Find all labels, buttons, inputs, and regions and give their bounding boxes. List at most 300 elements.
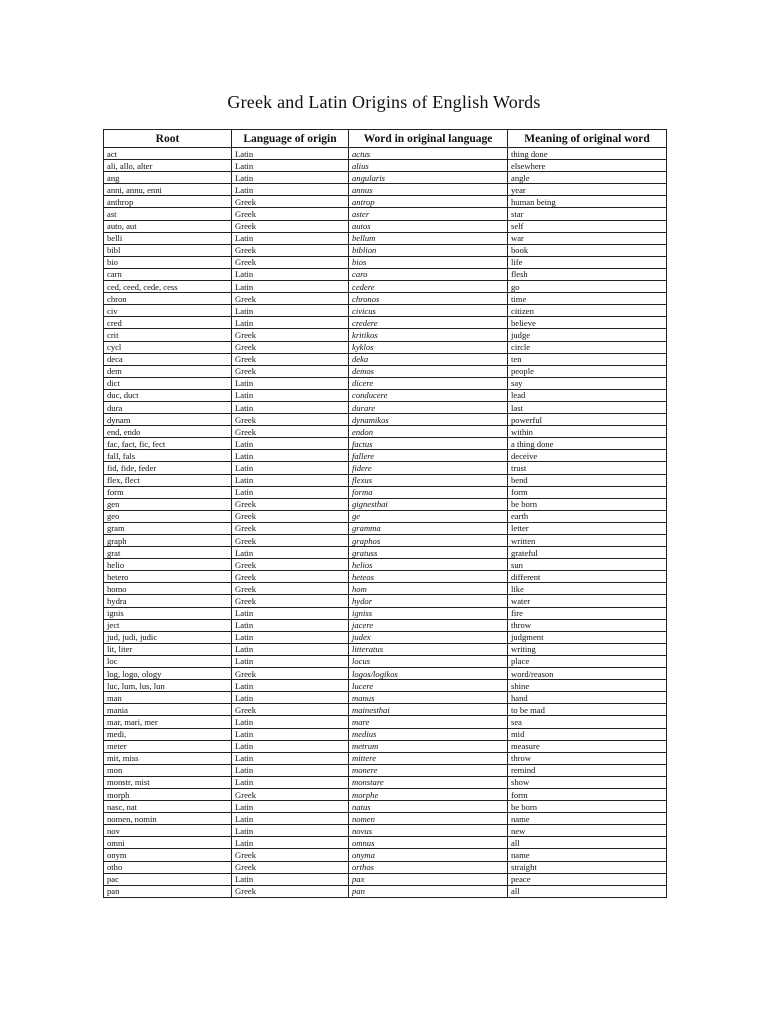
table-row <box>104 559 667 571</box>
root-cell: anthrop <box>104 196 232 208</box>
original-word-cell: dynamikos <box>349 414 508 426</box>
meaning-cell: grateful <box>508 547 667 559</box>
original-word-cell: factus <box>349 438 508 450</box>
meaning-cell: sea <box>508 716 667 728</box>
original-word-cell: manus <box>349 692 508 704</box>
meaning-cell: name <box>508 813 667 825</box>
table-row <box>104 788 667 800</box>
language-cell: Latin <box>232 148 349 160</box>
table-row <box>104 329 667 341</box>
language-cell: Latin <box>232 184 349 196</box>
root-cell: bio <box>104 256 232 268</box>
table-row <box>104 365 667 377</box>
root-cell: dynam <box>104 414 232 426</box>
table-row <box>104 498 667 510</box>
root-cell: dict <box>104 377 232 389</box>
root-cell: deca <box>104 353 232 365</box>
root-cell: lit, liter <box>104 643 232 655</box>
language-cell: Greek <box>232 498 349 510</box>
root-cell: flex, flect <box>104 474 232 486</box>
meaning-cell: deceive <box>508 450 667 462</box>
table-row <box>104 401 667 413</box>
root-cell: hydra <box>104 595 232 607</box>
meaning-cell: ten <box>508 353 667 365</box>
language-cell: Greek <box>232 704 349 716</box>
table-row <box>104 426 667 438</box>
meaning-cell: year <box>508 184 667 196</box>
original-word-cell: gignesthai <box>349 498 508 510</box>
original-word-cell: conducere <box>349 389 508 401</box>
original-word-cell: pax <box>349 873 508 885</box>
meaning-cell: angle <box>508 172 667 184</box>
original-word-cell: durare <box>349 401 508 413</box>
original-word-cell: kyklos <box>349 341 508 353</box>
meaning-cell: all <box>508 885 667 897</box>
root-cell: otho <box>104 861 232 873</box>
language-cell: Greek <box>232 329 349 341</box>
root-cell: cred <box>104 317 232 329</box>
meaning-cell: a thing done <box>508 438 667 450</box>
meaning-cell: form <box>508 486 667 498</box>
table-row <box>104 438 667 450</box>
original-word-cell: novus <box>349 825 508 837</box>
language-cell: Greek <box>232 522 349 534</box>
original-word-cell: igniss <box>349 607 508 619</box>
root-cell: luc, lum, lus, lun <box>104 680 232 692</box>
original-word-cell: fidere <box>349 462 508 474</box>
language-cell: Greek <box>232 426 349 438</box>
language-cell: Latin <box>232 680 349 692</box>
language-cell: Greek <box>232 365 349 377</box>
meaning-cell: book <box>508 244 667 256</box>
table-row <box>104 776 667 788</box>
meaning-cell: bend <box>508 474 667 486</box>
meaning-cell: writing <box>508 643 667 655</box>
original-word-cell: dicere <box>349 377 508 389</box>
meaning-cell: circle <box>508 341 667 353</box>
language-cell: Latin <box>232 547 349 559</box>
table-row <box>104 293 667 305</box>
original-word-cell: mare <box>349 716 508 728</box>
root-cell: carn <box>104 268 232 280</box>
meaning-cell: people <box>508 365 667 377</box>
table-row <box>104 704 667 716</box>
table-row <box>104 752 667 764</box>
meaning-cell: last <box>508 401 667 413</box>
meaning-cell: be born <box>508 801 667 813</box>
language-cell: Greek <box>232 414 349 426</box>
table-row <box>104 522 667 534</box>
root-cell: auto, aut <box>104 220 232 232</box>
table-row <box>104 631 667 643</box>
original-word-cell: chronos <box>349 293 508 305</box>
language-cell: Latin <box>232 655 349 667</box>
original-word-cell: mittere <box>349 752 508 764</box>
root-cell: duc, duct <box>104 389 232 401</box>
original-word-cell: alius <box>349 160 508 172</box>
original-word-cell: annus <box>349 184 508 196</box>
table-row <box>104 728 667 740</box>
table-row <box>104 148 667 160</box>
table-row <box>104 474 667 486</box>
meaning-cell: star <box>508 208 667 220</box>
meaning-cell: mid <box>508 728 667 740</box>
meaning-cell: powerful <box>508 414 667 426</box>
original-word-cell: forma <box>349 486 508 498</box>
root-cell: fall, fals <box>104 450 232 462</box>
language-cell: Latin <box>232 389 349 401</box>
root-cell: mar, mari, mer <box>104 716 232 728</box>
original-word-cell: kritikos <box>349 329 508 341</box>
language-cell: Latin <box>232 462 349 474</box>
original-word-cell: monere <box>349 764 508 776</box>
language-cell: Latin <box>232 268 349 280</box>
language-cell: Latin <box>232 801 349 813</box>
table-row <box>104 535 667 547</box>
language-cell: Greek <box>232 220 349 232</box>
language-cell: Greek <box>232 256 349 268</box>
table-row <box>104 450 667 462</box>
original-word-cell: gramma <box>349 522 508 534</box>
root-cell: loc <box>104 655 232 667</box>
table-row <box>104 232 667 244</box>
table-row <box>104 849 667 861</box>
table-row <box>104 353 667 365</box>
original-word-cell: cedere <box>349 281 508 293</box>
original-word-cell: gratuss <box>349 547 508 559</box>
meaning-cell: name <box>508 849 667 861</box>
root-cell: cycl <box>104 341 232 353</box>
meaning-cell: be born <box>508 498 667 510</box>
meaning-cell: word/reason <box>508 668 667 680</box>
original-word-cell: heteos <box>349 571 508 583</box>
meaning-cell: letter <box>508 522 667 534</box>
root-cell: jud, judi, judic <box>104 631 232 643</box>
original-word-cell: medius <box>349 728 508 740</box>
root-cell: fid, fide, feder <box>104 462 232 474</box>
original-word-cell: onyma <box>349 849 508 861</box>
original-word-cell: pan <box>349 885 508 897</box>
original-word-cell: morphe <box>349 788 508 800</box>
language-cell: Greek <box>232 668 349 680</box>
root-cell: act <box>104 148 232 160</box>
meaning-cell: shine <box>508 680 667 692</box>
table-row <box>104 825 667 837</box>
original-word-cell: metrum <box>349 740 508 752</box>
meaning-cell: time <box>508 293 667 305</box>
language-cell: Greek <box>232 849 349 861</box>
root-cell: mania <box>104 704 232 716</box>
table-body <box>104 148 667 898</box>
original-word-cell: demos <box>349 365 508 377</box>
table-row <box>104 305 667 317</box>
original-word-cell: nomen <box>349 813 508 825</box>
language-cell: Latin <box>232 607 349 619</box>
language-cell: Greek <box>232 571 349 583</box>
meaning-cell: water <box>508 595 667 607</box>
meaning-cell: sun <box>508 559 667 571</box>
root-cell: end, endo <box>104 426 232 438</box>
meaning-cell: thing done <box>508 148 667 160</box>
root-cell: gram <box>104 522 232 534</box>
root-cell: hetero <box>104 571 232 583</box>
root-cell: man <box>104 692 232 704</box>
original-word-cell: monstare <box>349 776 508 788</box>
table-row <box>104 885 667 897</box>
meaning-cell: throw <box>508 619 667 631</box>
original-word-cell: hydor <box>349 595 508 607</box>
original-word-cell: caro <box>349 268 508 280</box>
language-cell: Latin <box>232 740 349 752</box>
meaning-cell: self <box>508 220 667 232</box>
root-cell: homo <box>104 583 232 595</box>
column-header-original-word: Word in original language <box>349 130 508 148</box>
table-row <box>104 196 667 208</box>
original-word-cell: lucere <box>349 680 508 692</box>
language-cell: Latin <box>232 160 349 172</box>
table-row <box>104 668 667 680</box>
language-cell: Greek <box>232 583 349 595</box>
meaning-cell: elsewhere <box>508 160 667 172</box>
table-row <box>104 389 667 401</box>
root-cell: dem <box>104 365 232 377</box>
root-cell: log, logo, ology <box>104 668 232 680</box>
root-cell: nov <box>104 825 232 837</box>
language-cell: Latin <box>232 450 349 462</box>
language-cell: Latin <box>232 232 349 244</box>
meaning-cell: believe <box>508 317 667 329</box>
meaning-cell: new <box>508 825 667 837</box>
original-word-cell: biblion <box>349 244 508 256</box>
original-word-cell: logos/logikos <box>349 668 508 680</box>
table-row <box>104 414 667 426</box>
root-cell: ang <box>104 172 232 184</box>
root-cell: onym <box>104 849 232 861</box>
meaning-cell: say <box>508 377 667 389</box>
language-cell: Latin <box>232 172 349 184</box>
original-word-cell: ge <box>349 510 508 522</box>
header-row <box>104 130 667 148</box>
meaning-cell: judge <box>508 329 667 341</box>
language-cell: Greek <box>232 861 349 873</box>
meaning-cell: human being <box>508 196 667 208</box>
meaning-cell: go <box>508 281 667 293</box>
language-cell: Greek <box>232 595 349 607</box>
table-row <box>104 208 667 220</box>
table-row <box>104 281 667 293</box>
root-cell: gen <box>104 498 232 510</box>
original-word-cell: autos <box>349 220 508 232</box>
root-cell: grat <box>104 547 232 559</box>
language-cell: Latin <box>232 716 349 728</box>
language-cell: Latin <box>232 752 349 764</box>
root-cell: mit, miss <box>104 752 232 764</box>
root-cell: ali, allo, alter <box>104 160 232 172</box>
column-header-root: Root <box>104 130 232 148</box>
table-row <box>104 583 667 595</box>
table-row <box>104 764 667 776</box>
language-cell: Greek <box>232 196 349 208</box>
meaning-cell: throw <box>508 752 667 764</box>
meaning-cell: different <box>508 571 667 583</box>
language-cell: Latin <box>232 764 349 776</box>
language-cell: Latin <box>232 873 349 885</box>
table-row <box>104 655 667 667</box>
language-cell: Latin <box>232 813 349 825</box>
root-cell: medi, <box>104 728 232 740</box>
root-cell: anni, annu, enni <box>104 184 232 196</box>
language-cell: Greek <box>232 559 349 571</box>
original-word-cell: aster <box>349 208 508 220</box>
meaning-cell: remind <box>508 764 667 776</box>
root-cell: ignis <box>104 607 232 619</box>
root-cell: nasc, nat <box>104 801 232 813</box>
table-row <box>104 184 667 196</box>
root-cell: ced, ceed, cede, cess <box>104 281 232 293</box>
table-row <box>104 486 667 498</box>
language-cell: Greek <box>232 353 349 365</box>
column-header-language: Language of origin <box>232 130 349 148</box>
original-word-cell: orthos <box>349 861 508 873</box>
language-cell: Latin <box>232 728 349 740</box>
language-cell: Greek <box>232 885 349 897</box>
meaning-cell: judgment <box>508 631 667 643</box>
root-cell: pac <box>104 873 232 885</box>
language-cell: Latin <box>232 377 349 389</box>
table-row <box>104 160 667 172</box>
language-cell: Latin <box>232 305 349 317</box>
original-word-cell: helios <box>349 559 508 571</box>
root-cell: nomen, nomin <box>104 813 232 825</box>
original-word-cell: antrop <box>349 196 508 208</box>
original-word-cell: locus <box>349 655 508 667</box>
meaning-cell: all <box>508 837 667 849</box>
table-row <box>104 341 667 353</box>
language-cell: Latin <box>232 401 349 413</box>
original-word-cell: bios <box>349 256 508 268</box>
root-cell: mon <box>104 764 232 776</box>
table-row <box>104 377 667 389</box>
table-row <box>104 256 667 268</box>
language-cell: Greek <box>232 208 349 220</box>
table-row <box>104 510 667 522</box>
table-header <box>104 130 667 148</box>
language-cell: Greek <box>232 535 349 547</box>
root-cell: fac, fact, fic, fect <box>104 438 232 450</box>
table-row <box>104 813 667 825</box>
meaning-cell: peace <box>508 873 667 885</box>
original-word-cell: flexus <box>349 474 508 486</box>
language-cell: Latin <box>232 619 349 631</box>
meaning-cell: written <box>508 535 667 547</box>
meaning-cell: citizen <box>508 305 667 317</box>
table-row <box>104 680 667 692</box>
language-cell: Latin <box>232 438 349 450</box>
original-word-cell: credere <box>349 317 508 329</box>
language-cell: Greek <box>232 293 349 305</box>
meaning-cell: flesh <box>508 268 667 280</box>
root-cell: dura <box>104 401 232 413</box>
table-row <box>104 268 667 280</box>
meaning-cell: straight <box>508 861 667 873</box>
language-cell: Latin <box>232 486 349 498</box>
language-cell: Greek <box>232 510 349 522</box>
language-cell: Latin <box>232 474 349 486</box>
table-row <box>104 619 667 631</box>
meaning-cell: form <box>508 788 667 800</box>
original-word-cell: graphos <box>349 535 508 547</box>
root-cell: ject <box>104 619 232 631</box>
original-word-cell: bellum <box>349 232 508 244</box>
meaning-cell: like <box>508 583 667 595</box>
language-cell: Latin <box>232 692 349 704</box>
table-row <box>104 244 667 256</box>
table-row <box>104 861 667 873</box>
root-cell: graph <box>104 535 232 547</box>
root-cell: crit <box>104 329 232 341</box>
language-cell: Greek <box>232 341 349 353</box>
original-word-cell: judex <box>349 631 508 643</box>
table-row <box>104 220 667 232</box>
page-title: Greek and Latin Origins of English Words <box>227 92 541 112</box>
root-cell: morph <box>104 788 232 800</box>
root-cell: monstr, mist <box>104 776 232 788</box>
table-row <box>104 801 667 813</box>
table-row <box>104 547 667 559</box>
root-cell: meter <box>104 740 232 752</box>
meaning-cell: war <box>508 232 667 244</box>
table-row <box>104 172 667 184</box>
root-cell: bibl <box>104 244 232 256</box>
original-word-cell: natus <box>349 801 508 813</box>
table-row <box>104 873 667 885</box>
language-cell: Latin <box>232 776 349 788</box>
original-word-cell: angularis <box>349 172 508 184</box>
table-row <box>104 595 667 607</box>
original-word-cell: fallere <box>349 450 508 462</box>
table-row <box>104 317 667 329</box>
meaning-cell: trust <box>508 462 667 474</box>
original-word-cell: deka <box>349 353 508 365</box>
original-word-cell: hom <box>349 583 508 595</box>
language-cell: Latin <box>232 837 349 849</box>
root-cell: belli <box>104 232 232 244</box>
table-row <box>104 740 667 752</box>
meaning-cell: earth <box>508 510 667 522</box>
word-origins-table <box>103 129 667 898</box>
original-word-cell: actus <box>349 148 508 160</box>
table-row <box>104 837 667 849</box>
language-cell: Latin <box>232 281 349 293</box>
table-row <box>104 643 667 655</box>
original-word-cell: jacere <box>349 619 508 631</box>
meaning-cell: life <box>508 256 667 268</box>
root-cell: chron <box>104 293 232 305</box>
column-header-meaning: Meaning of original word <box>508 130 667 148</box>
meaning-cell: place <box>508 655 667 667</box>
meaning-cell: measure <box>508 740 667 752</box>
language-cell: Latin <box>232 317 349 329</box>
table-row <box>104 607 667 619</box>
root-cell: geo <box>104 510 232 522</box>
original-word-cell: omnus <box>349 837 508 849</box>
language-cell: Latin <box>232 631 349 643</box>
table-row <box>104 692 667 704</box>
meaning-cell: show <box>508 776 667 788</box>
meaning-cell: to be mad <box>508 704 667 716</box>
language-cell: Latin <box>232 825 349 837</box>
meaning-cell: hand <box>508 692 667 704</box>
